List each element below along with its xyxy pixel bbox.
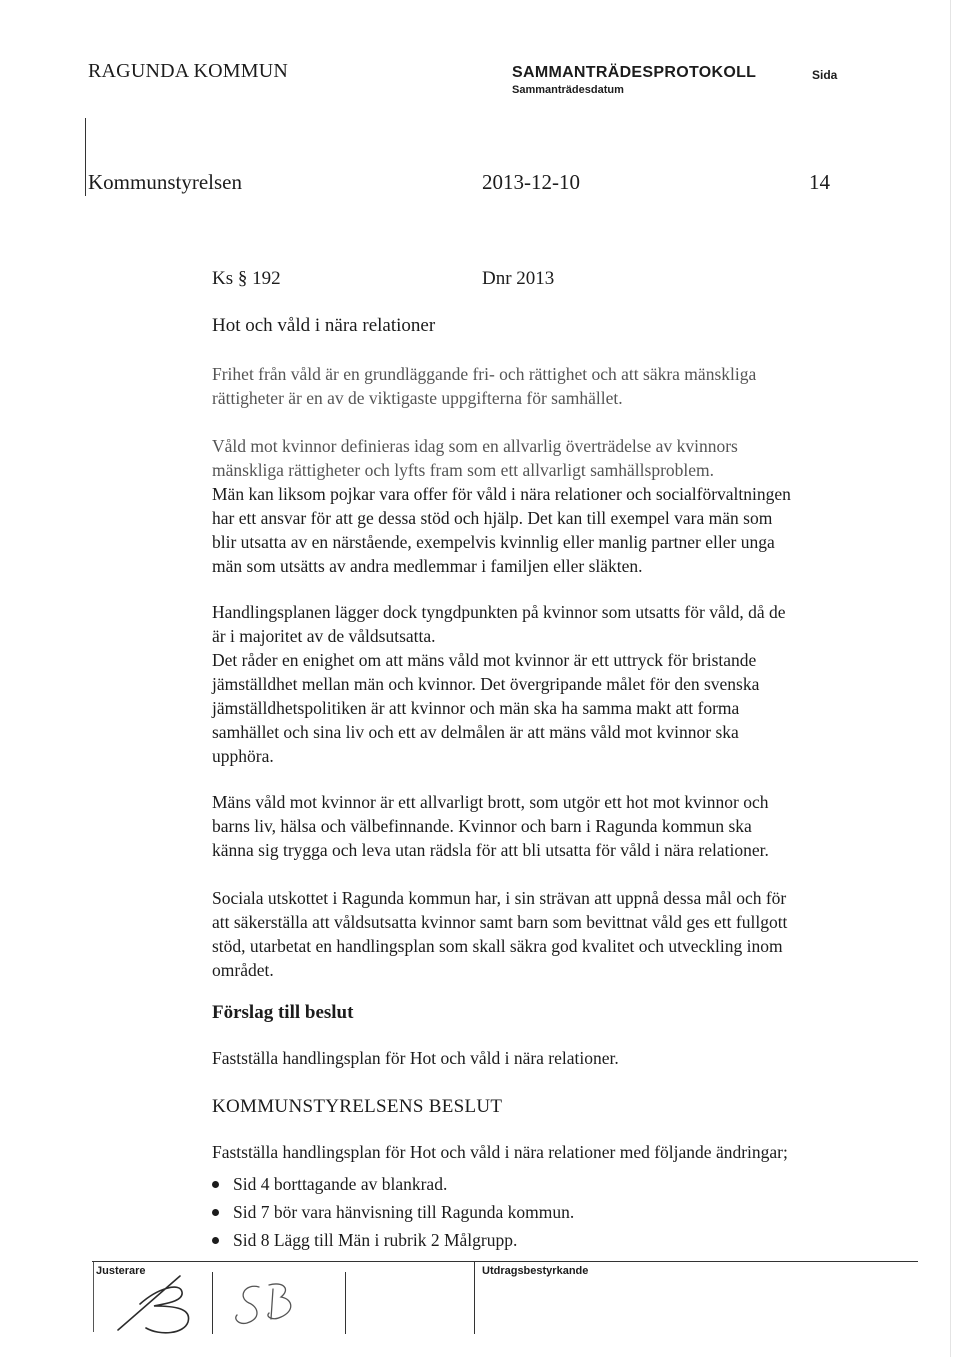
paragraph-7 xyxy=(212,886,892,982)
paragraph-line: män som utsätts av andra medlemmar i familjen eller släkten. xyxy=(212,556,643,576)
list-item-text: Sid 8 Lägg till Män i rubrik 2 Målgrupp. xyxy=(233,1230,518,1250)
list-item xyxy=(212,1198,574,1226)
signature-initials-1 xyxy=(110,1270,205,1340)
paragraph-line: området. xyxy=(212,960,274,980)
paragraph-line: upphöra. xyxy=(212,746,274,766)
protocol-title: SAMMANTRÄDESPROTOKOLL xyxy=(512,64,757,81)
paragraph-line: barns liv, hälsa och välbefinnande. Kvinnor och barn i Ragunda kommun ska xyxy=(212,816,752,836)
paragraph-line: att säkerställa att våldsutsatta kvinnor samt barn som bevittnat våld ges ett fullgott xyxy=(212,912,788,932)
decision-list xyxy=(212,1170,574,1254)
case-dnr: Dnr 2013 xyxy=(482,268,555,289)
bullet-icon xyxy=(212,1209,219,1216)
paragraph-line: Mäns våld mot kvinnor är ett allvarligt brott, som utgör ett hot mot kvinnor och xyxy=(212,792,769,812)
list-item xyxy=(212,1226,574,1254)
paragraph-line: Sociala utskottet i Ragunda kommun har, i sin strävan att uppnå dessa mål och för xyxy=(212,888,787,908)
list-item-text: Sid 4 borttagande av blankrad. xyxy=(233,1174,448,1194)
paragraph-line: Frihet från våld är en grundläggande fri- och rättighet och att säkra mänskliga xyxy=(212,364,757,384)
decision-intro: Fastställa handlingsplan för Hot och våld i nära relationer med följande ändringar; xyxy=(212,1142,788,1162)
signature-separator xyxy=(212,1272,213,1334)
header-vertical-rule xyxy=(85,118,86,196)
paragraph-line: stöd, utarbetat en handlingsplan som skall säkra god kvalitet och utveckling inom xyxy=(212,936,783,956)
paragraph-line: Män kan liksom pojkar vara offer för våld i nära relationer och socialförvaltningen xyxy=(212,484,791,504)
scan-edge xyxy=(950,0,951,1357)
signature-separator xyxy=(474,1262,475,1334)
proposal-heading: Förslag till beslut xyxy=(212,1002,354,1023)
list-item xyxy=(212,1170,574,1198)
list-item-text: Sid 7 bör vara hänvisning till Ragunda kommun. xyxy=(233,1202,575,1222)
paragraph-1 xyxy=(212,362,892,410)
protocol-subtitle: Sammanträdesdatum xyxy=(512,84,624,96)
case-title: Hot och våld i nära relationer xyxy=(212,315,436,336)
footer-left-rule xyxy=(93,1262,94,1332)
paragraph-5 xyxy=(212,648,892,768)
paragraph-line: rättigheter är en av de viktigaste uppgifterna för samhället. xyxy=(212,388,623,408)
bullet-icon xyxy=(212,1237,219,1244)
paragraph-line: Våld mot kvinnor definieras idag som en allvarlig överträdelse av kvinnors xyxy=(212,436,738,456)
paragraph-line: jämställdhet mellan män och kvinnor. Det övergripande målet för den svenska xyxy=(212,674,760,694)
paragraph-4 xyxy=(212,600,892,648)
paragraph-2 xyxy=(212,434,892,482)
paragraph-line: jämställdhetspolitiken är att kvinnor och män ska ha samma makt att forma xyxy=(212,698,740,718)
paragraph-line: har ett ansvar för att ge dessa stöd och hjälp. Det kan till exempel vara män som xyxy=(212,508,773,528)
signature-separator xyxy=(345,1272,346,1334)
paragraph-line: är i majoritet av de våldsutsatta. xyxy=(212,626,436,646)
paragraph-line: samhället och sina liv och ett av delmålen är att mäns våld mot kvinnor ska xyxy=(212,722,739,742)
utdragsbestyrkande-label: Utdragsbestyrkande xyxy=(482,1265,589,1277)
organization-name: RAGUNDA KOMMUN xyxy=(88,60,289,82)
proposal-text: Fastställa handlingsplan för Hot och våld i nära relationer. xyxy=(212,1048,619,1068)
paragraph-line: Det råder en enighet om att mäns våld mot kvinnor är ett uttryck för bristande xyxy=(212,650,757,670)
paragraph-line: blir utsatta av en närstående, exempelvis kvinnlig eller manlig partner eller unga xyxy=(212,532,775,552)
paragraph-3 xyxy=(212,482,892,578)
signature-initials-2 xyxy=(225,1275,320,1335)
case-number: Ks § 192 xyxy=(212,268,281,289)
page-number: 14 xyxy=(809,170,830,194)
justerare-label: Justerare xyxy=(96,1265,146,1277)
paragraph-line: känna sig trygga och leva utan rädsla för att bli utsatta för våld i nära relationer. xyxy=(212,840,769,860)
page-label: Sida xyxy=(812,68,838,82)
decision-heading: KOMMUNSTYRELSENS BESLUT xyxy=(212,1096,503,1117)
paragraph-line: mänskliga rättigheter och lyfts fram som ett allvarligt samhällsproblem. xyxy=(212,460,715,480)
paragraph-line: Handlingsplanen lägger dock tyngdpunkten på kvinnor som utsatts för våld, då de xyxy=(212,602,786,622)
bullet-icon xyxy=(212,1181,219,1188)
body-name: Kommunstyrelsen xyxy=(88,170,242,194)
meeting-date: 2013-12-10 xyxy=(482,170,580,194)
footer-rule xyxy=(92,1261,918,1262)
paragraph-6 xyxy=(212,790,892,862)
